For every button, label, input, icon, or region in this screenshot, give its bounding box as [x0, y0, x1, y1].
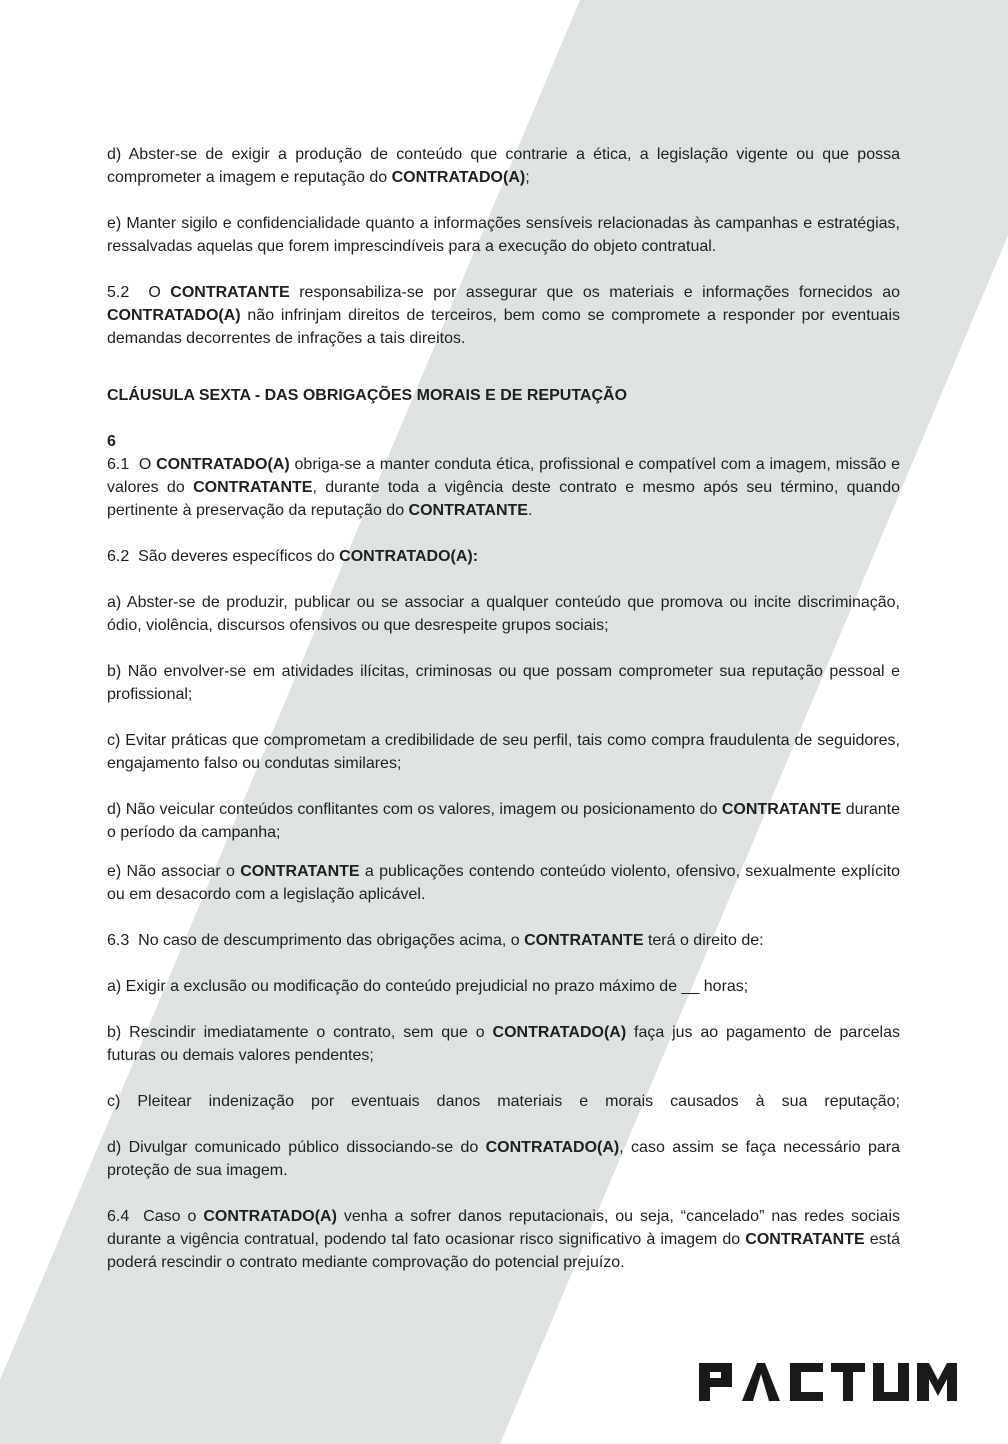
text-run: está poderá rescindir o contrato mediante comprovação do potencial prejuízo. — [107, 1231, 901, 1271]
bold-term: CONTRATANTE — [408, 502, 528, 519]
text-run: terá o direito de: — [643, 932, 764, 949]
paragraph — [107, 591, 900, 637]
text-run: . — [527, 502, 533, 519]
paragraph — [107, 212, 900, 258]
paragraph — [107, 1090, 900, 1113]
text-run: a) Exigir a exclusão ou modificação do conteúdo prejudicial no prazo máximo de __ horas; — [107, 978, 749, 995]
paragraph — [107, 1205, 900, 1274]
paragraph — [107, 1136, 900, 1182]
text-run: e) Manter sigilo e confidencialidade quanto a informações sensíveis relacionadas às campanhas e estratégias, ressalvadas aquelas que forem imprescindíveis para a execução do objeto contratual. — [107, 215, 900, 255]
text-run: d) Divulgar comunicado público dissociando-se do — [107, 1139, 486, 1156]
paragraph — [107, 660, 900, 706]
paragraph — [107, 430, 900, 453]
bold-term: CONTRATADO(A): — [339, 548, 479, 565]
text-run: , durante toda a vigência deste contrato e mesmo após seu término, quando pertinente à preservação da reputação do — [107, 479, 901, 519]
bold-term: CONTRATANTE — [745, 1231, 865, 1248]
text-run: , caso assim se faça necessário para proteção de sua imagem. — [107, 1139, 900, 1179]
bold-term: 6 — [107, 433, 116, 450]
bold-term: CLÁUSULA SEXTA - DAS OBRIGAÇÕES MORAIS E DE REPUTAÇÃO — [107, 387, 628, 404]
bold-term: CONTRATANTE — [193, 479, 313, 496]
bold-term: CONTRATANTE — [524, 932, 644, 949]
text-run: obriga-se a manter conduta ética, profissional e compatível com a imagem, missão e valores do — [107, 456, 900, 496]
text-run: não infrinjam direitos de terceiros, bem como se compromete a responder por eventuais demandas decorrentes de infrações a tais direitos. — [107, 307, 900, 347]
bold-term: CONTRATADO(A) — [107, 307, 241, 324]
text-run: c) Pleitear indenização por eventuais danos materiais e morais causados à sua reputação; — [107, 1093, 900, 1110]
paragraph — [107, 281, 900, 350]
text-run: 5.2 O — [107, 284, 171, 301]
pactum-logo — [699, 1363, 957, 1401]
text-run: durante o período da campanha; — [107, 801, 901, 841]
bold-term: CONTRATADO(A) — [492, 1024, 627, 1041]
text-run: a publicações contendo conteúdo violento, ofensivo, sexualmente explícito ou em desacordo com a legislação aplicável. — [107, 863, 900, 903]
text-run: d) Não veicular conteúdos conflitantes com os valores, imagem ou posicionamento do — [107, 801, 722, 818]
text-run: d) Abster-se de exigir a produção de conteúdo que contrarie a ética, a legislação vigente ou que possa comprometer a imagem e reputação do — [107, 146, 900, 186]
text-run: 6.2 São deveres específicos do — [107, 548, 340, 565]
text-run: c) Evitar práticas que comprometam a credibilidade de seu perfil, tais como compra fraudulenta de seguidores, engajamento falso ou condutas similares; — [107, 732, 900, 772]
paragraph — [107, 798, 900, 844]
bold-term: CONTRATADO(A) — [485, 1139, 620, 1156]
paragraph — [107, 453, 900, 522]
bold-term: CONTRATANTE — [240, 863, 360, 880]
text-run: e) Não associar o — [107, 863, 241, 880]
text-run: b) Rescindir imediatamente o contrato, sem que o — [107, 1024, 493, 1041]
text-run: responsabiliza-se por assegurar que os materiais e informações fornecidos ao — [289, 284, 900, 301]
bold-term: CONTRATADO(A) — [156, 456, 290, 473]
paragraph — [107, 143, 900, 189]
bold-term: CONTRATADO(A) — [391, 169, 526, 186]
paragraph — [107, 729, 900, 775]
text-run: a) Abster-se de produzir, publicar ou se associar a qualquer conteúdo que promova ou incite discriminação, ódio, violência, discursos ofensivos ou que desrespeite grupos sociais; — [107, 594, 900, 634]
bold-term: CONTRATANTE — [721, 801, 842, 818]
text-run: 6.3 No caso de descumprimento das obrigações acima, o — [107, 932, 525, 949]
paragraph — [107, 975, 900, 998]
pactum-wordmark-icon — [699, 1363, 957, 1401]
text-run: venha a sofrer danos reputacionais, ou seja, “cancelado” nas redes sociais durante a vigência contratual, podendo tal fato ocasionar risco significativo à imagem do — [107, 1208, 900, 1248]
text-run: faça jus ao pagamento de parcelas futuras ou demais valores pendentes; — [107, 1024, 901, 1064]
bold-term: CONTRATADO(A) — [203, 1208, 337, 1225]
paragraph — [107, 929, 900, 952]
paragraph — [107, 860, 900, 906]
paragraph — [107, 545, 900, 568]
paragraph — [107, 1021, 900, 1067]
text-run: ; — [525, 169, 530, 186]
section-heading — [107, 384, 900, 407]
text-run: b) Não envolver-se em atividades ilícitas, criminosas ou que possam comprometer sua reputação pessoal e profissional; — [107, 663, 900, 703]
bold-term: CONTRATANTE — [170, 284, 290, 301]
contract-body — [107, 143, 900, 1297]
text-run: 6.1 O — [107, 456, 157, 473]
text-run: 6.4 Caso o — [107, 1208, 204, 1225]
